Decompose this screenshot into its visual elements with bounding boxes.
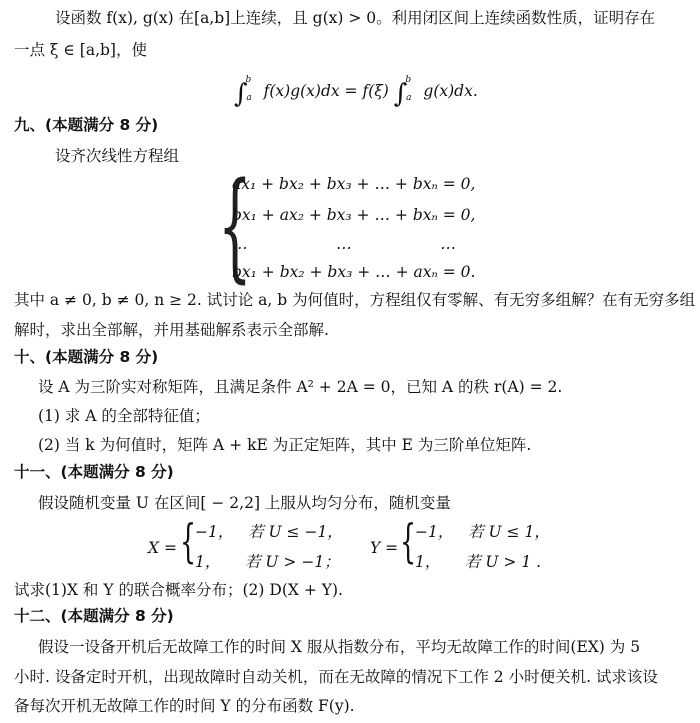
integral-sign-right: ∫ xyxy=(393,79,408,109)
problem11-text2: 试求(1)X 和 Y 的联合概率分布；(2) D(X + Y). xyxy=(14,581,343,599)
equation-ellipsis: … … … xyxy=(232,235,456,253)
equation-2: bx₁ + ax₂ + bx₃ + … + bxₙ = 0, xyxy=(232,206,476,224)
formula-lhs: f(x)g(x)dx = f(ξ) xyxy=(263,82,389,100)
y-case1: −1， 若 U ≤ 1， xyxy=(415,523,550,541)
problem8-line1: 设函数 f(x), g(x) 在[a,b]上连续，且 g(x) > 0。利用闭区间上连续函数性质，证明存在 xyxy=(55,9,656,27)
problem9-heading: 九、(本题满分 8 分) xyxy=(14,116,159,134)
integral-upper-left: b xyxy=(245,75,252,85)
problem12-text3: 备每次开机无故障工作的时间 Y 的分布函数 F(y). xyxy=(14,697,355,715)
integral-lower-left: a xyxy=(246,93,252,103)
integral-sign-left: ∫ xyxy=(234,79,248,109)
problem11-heading: 十一、(本题满分 8 分) xyxy=(14,463,174,481)
x-case2: 1， 若 U > −1； xyxy=(195,553,340,571)
integral-upper-right: b xyxy=(405,75,412,85)
problem9-text1: 其中 a ≠ 0, b ≠ 0, n ≥ 2. 试讨论 a, b 为何值时，方程组仅有零解、有无穷多组解？在有无穷多组 xyxy=(14,291,696,309)
problem9-intro: 设齐次线性方程组 xyxy=(55,147,180,165)
y-brace: { xyxy=(400,514,417,568)
problem10-part2: (2) 当 k 为何值时，矩阵 A + kE 为正定矩阵，其中 E 为三阶单位矩阵. xyxy=(38,436,532,454)
problem12-heading: 十二、(本题满分 8 分) xyxy=(14,607,174,625)
problem12-text1: 假设一设备开机后无故障工作的时间 X 服从指数分布，平均无故障工作的时间(EX) 为 5 xyxy=(38,638,641,656)
x-label: X = xyxy=(148,539,177,557)
equation-n: bx₁ + bx₂ + bx₃ + … + axₙ = 0. xyxy=(232,263,476,281)
equation-1: ax₁ + bx₂ + bx₃ + … + bxₙ = 0, xyxy=(232,175,476,193)
problem9-text2: 解时，求出全部解，并用基础解系表示全部解. xyxy=(14,321,329,339)
formula-rhs: g(x)dx. xyxy=(423,82,478,100)
problem10-part1: (1) 求 A 的全部特征值； xyxy=(38,407,210,425)
integral-lower-right: a xyxy=(406,93,412,103)
problem8-line2: 一点 ξ ∈ [a,b]，使 xyxy=(14,41,147,59)
integral-formula xyxy=(234,74,478,111)
x-brace: { xyxy=(180,514,197,568)
problem11-text1: 假设随机变量 U 在区间[ − 2,2] 上服从均匀分布，随机变量 xyxy=(38,494,451,512)
x-case1: −1， 若 U ≤ −1， xyxy=(195,523,343,541)
problem10-text1: 设 A 为三阶实对称矩阵，且满足条件 A² + 2A = 0，已知 A 的秩 r(A) = 2. xyxy=(38,378,563,396)
system-brace: { xyxy=(218,156,252,294)
problem12-text2: 小时. 设备定时开机，出现故障时自动关机，而在无故障的情况下工作 2 小时便关机. 试求该设 xyxy=(14,668,658,686)
problem10-heading: 十、(本题满分 8 分) xyxy=(14,348,159,366)
y-case2: 1， 若 U > 1 . xyxy=(415,553,542,571)
y-label: Y = xyxy=(370,539,399,557)
